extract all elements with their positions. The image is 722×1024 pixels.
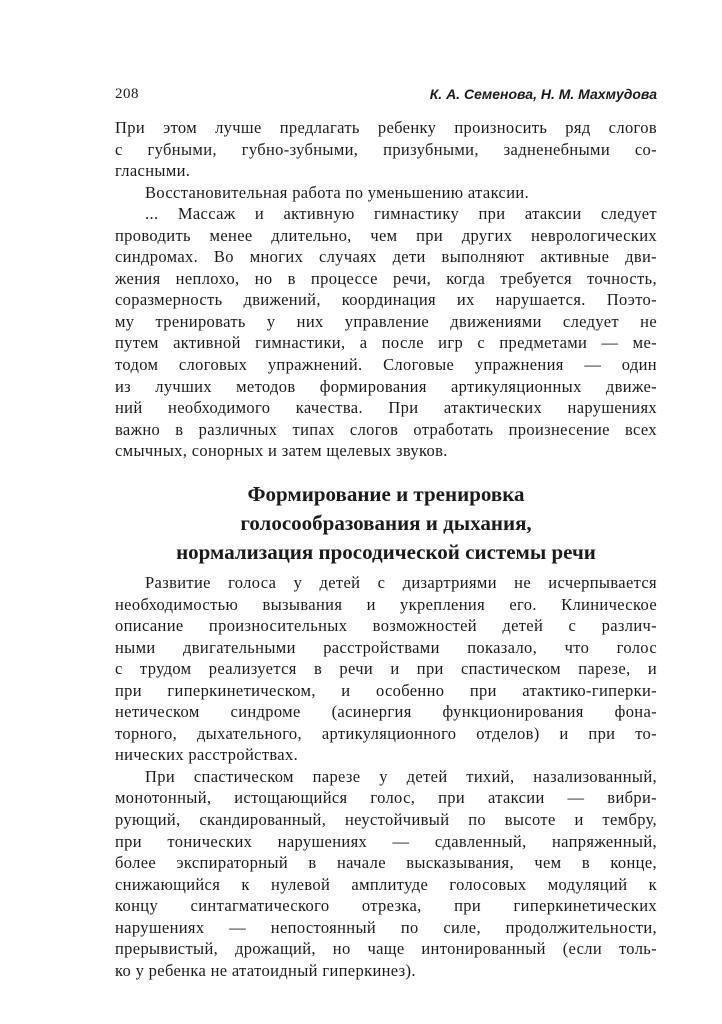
text-line: ... Массаж и активную гимнастику при атаксии следует [145,204,657,224]
text-block-top [115,117,657,462]
text-line: му тренировать у них управление движениями следует не [115,311,657,331]
text-block-bottom [115,572,657,981]
text-line: торного, дыхательного, артикуляционного отделов) и при то- [115,723,657,743]
text-line: ний необходимого качества. При атактических нарушениях [115,398,657,418]
heading-line: нормализация просодической системы речи [176,540,596,564]
text-line: концу синтагматического отрезка, при гиперкинетических [115,896,657,916]
text-line: гласными. [115,161,191,181]
text-line: при гиперкинетическом, и особенно при атактико-гиперки- [115,680,657,700]
text-line: прерывистый, дрожащий, но чаще интонированный (если толь- [115,939,657,959]
text-line: смычных, сонорных и затем щелевых звуков. [115,441,448,461]
text-line: снижающийся к нулевой амплитуде голосовых модуляций к [115,874,657,894]
text-line: Развитие голоса у детей с дизартриями не исчерпывается [145,573,657,592]
text-line: нических расстройствах. [115,745,299,765]
text-line: синдромах. Во многих случаях дети выполняют активные дви- [115,247,657,267]
text-line: ными двигательными расстройствами показало, что голос [115,637,657,657]
text-line: более экспираторный в начале высказывания, чем в конце, [115,853,657,873]
section-heading [115,480,657,567]
text-line: описание произносительных возможностей детей с различ- [115,616,657,636]
text-line: при тонических нарушениях — сдавленный, напряженный, [115,831,657,851]
text-line: путем активной гимнастики, а после игр с предметами — ме- [115,333,657,353]
text-line: жения неплохо, но в процессе речи, когда требуется точность, [115,268,657,288]
text-line: с губными, губно-зубными, призубными, задненебными со- [115,139,657,159]
text-line: проводить менее длительно, чем при других неврологических [115,225,657,245]
text-line: соразмерность движений, координация их нарушается. Поэто- [115,290,657,310]
text-line: нарушениях — непостоянный по силе, продолжительности, [115,917,657,937]
text-line: При спастическом парезе у детей тихий, назализованный, [145,766,657,786]
text-line: При этом лучше предлагать ребенку произносить ряд слогов [115,118,657,137]
text-line: монотонный, истощающийся голос, при атаксии — вибри- [115,788,657,808]
text-line: рующий, скандированный, неустойчивый по высоте и тембру, [115,810,657,830]
text-line: ко у ребенка не ататоидный гиперкинез). [115,960,416,980]
heading-line: Формирование и тренировка [247,482,525,506]
heading-line: голосообразования и дыхания, [240,511,532,535]
text-line: с трудом реализуется в речи и при спастическом парезе, и [115,659,657,679]
page-number: 208 [115,86,139,102]
page-header [115,86,657,108]
running-head-authors: К. А. Семенова, Н. М. Махмудова [429,86,657,102]
text-line: важно в различных типах слогов отработать произнесение всех [115,419,657,439]
text-line: необходимостью вызывания и укрепления его. Клиническое [115,594,657,614]
text-line: Восстановительная работа по уменьшению атаксии. [145,182,530,202]
text-line: тодом слоговых упражнений. Слоговые упражнения — один [115,355,657,375]
text-line: из лучших методов формирования артикуляционных движе- [115,376,657,396]
text-line: нетическом синдроме (асинергия функционирования фона- [115,702,657,722]
